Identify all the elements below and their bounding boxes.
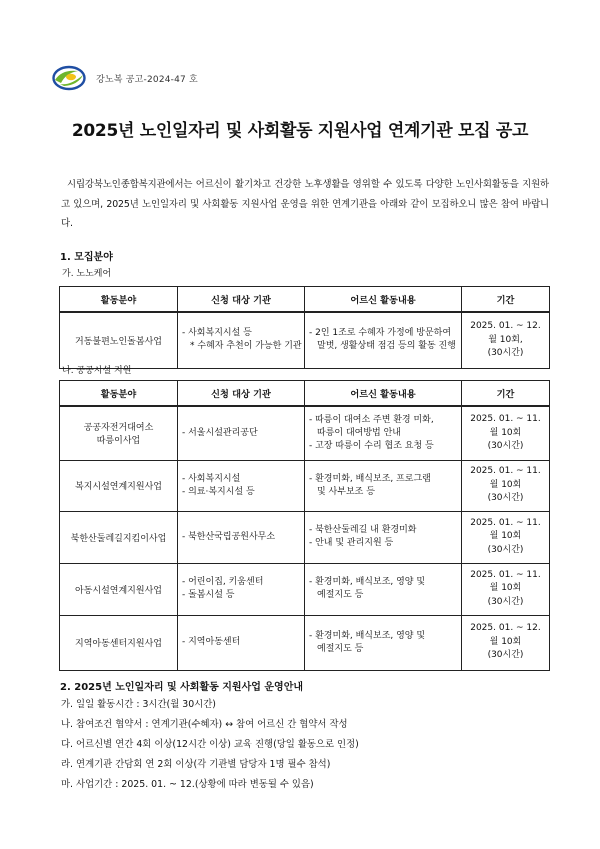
- welfare-center-logo-icon: [52, 65, 86, 91]
- col-header-activity: 활동분야: [60, 381, 178, 407]
- cell-activity: 거동불편노인돌봄사업: [60, 312, 178, 368]
- info-item: 마. 사업기간 : 2025. 01. ~ 12.(상황에 따라 변동될 수 있음): [61, 779, 314, 790]
- section1-heading: 1. 모집분야: [60, 252, 113, 263]
- cell-period: 2025. 01. ~ 11. 월 10회 (30시간): [462, 511, 550, 563]
- table-row: [60, 563, 550, 615]
- cell-activity: 복지시설연계지원사업: [60, 460, 178, 511]
- page-title: 2025년 노인일자리 및 사회활동 지원사업 연계기관 모집 공고: [71, 121, 529, 141]
- info-item: 가. 일일 활동시간 : 3시간(월 30시간): [61, 699, 216, 710]
- table-public-facilities: [59, 380, 550, 671]
- section2-heading: 2. 2025년 노인일자리 및 사회활동 지원사업 운영안내: [60, 682, 304, 693]
- table-nonocare: [59, 286, 550, 369]
- cell-period: 2025. 01. ~ 11. 월 10회 (30시간): [462, 460, 550, 511]
- col-header-institution: 신청 대상 기관: [178, 381, 305, 407]
- intro-paragraph: 시립강북노인종합복지관에서는 어르신이 활기차고 건강한 노후생활을 영위할 수 있도록 다양한 노인사회활동을 지원하고 있으며, 2025년 노인일자리 및 사회활동 지원사업 운영을 위한 연계기관을 아래와 같이 모집하오니 많은 참여 바랍니다.: [61, 179, 549, 229]
- cell-activity: 북한산둘레길지킴이사업: [60, 511, 178, 563]
- table-row: [60, 406, 550, 460]
- cell-activity: 지역아동센터지원사업: [60, 615, 178, 670]
- table-row: [60, 460, 550, 511]
- subsection-b-label: 나. 공공시설 지원: [62, 366, 132, 376]
- document-number: 강노복 공고-2024-47 호: [96, 74, 198, 85]
- col-header-activity: 활동분야: [60, 287, 178, 313]
- document-header: [52, 66, 198, 90]
- cell-period: 2025. 01. ~ 12. 월 10회, (30시간): [462, 312, 550, 368]
- table-row: [60, 615, 550, 670]
- col-header-content: 어르신 활동내용: [305, 381, 462, 407]
- cell-activity: 공공자전거대여소 따릉이사업: [60, 406, 178, 460]
- col-header-period: 기간: [462, 287, 550, 313]
- cell-period: 2025. 01. ~ 12. 월 10회 (30시간): [462, 615, 550, 670]
- cell-content: - 환경미화, 배식보조, 영양 및 예절지도 등: [305, 563, 462, 615]
- cell-content: - 따릉이 대여소 주변 환경 미화, 따릉이 대여방법 안내 - 고장 따릉이 수리 협조 요청 등: [305, 406, 462, 460]
- cell-period: 2025. 01. ~ 11. 월 10회 (30시간): [462, 406, 550, 460]
- table-header-row: [60, 381, 550, 407]
- cell-content: - 북한산둘레길 내 환경미화 - 안내 및 관리지원 등: [305, 511, 462, 563]
- info-item: 다. 어르신별 연간 4회 이상(12시간 이상) 교육 진행(당일 활동으로 인정): [61, 739, 359, 750]
- col-header-institution: 신청 대상 기관: [178, 287, 305, 313]
- table-header-row: [60, 287, 550, 313]
- cell-period: 2025. 01. ~ 11. 월 10회 (30시간): [462, 563, 550, 615]
- col-header-content: 어르신 활동내용: [305, 287, 462, 313]
- cell-activity: 아동시설연계지원사업: [60, 563, 178, 615]
- col-header-period: 기간: [462, 381, 550, 407]
- info-item: 나. 참여조건 협약서 : 연계기관(수혜자) ↔ 참여 어르신 간 협약서 작성: [61, 719, 348, 730]
- cell-institution: - 지역아동센터: [178, 615, 305, 670]
- table-row: [60, 312, 550, 368]
- cell-institution: - 사회복지시설 - 의료·복지시설 등: [178, 460, 305, 511]
- cell-content: - 환경미화, 배식보조, 프로그램 및 사부보조 등: [305, 460, 462, 511]
- cell-institution: - 서울시설관리공단: [178, 406, 305, 460]
- table-row: [60, 511, 550, 563]
- subsection-a-label: 가. 노노케어: [62, 269, 112, 279]
- cell-institution: - 북한산국립공원사무소: [178, 511, 305, 563]
- cell-institution: - 사회복지시설 등 * 수혜자 추천이 가능한 기관: [178, 312, 305, 368]
- info-item: 라. 연계기관 간담회 연 2회 이상(각 기관별 담당자 1명 필수 참석): [61, 759, 331, 770]
- cell-content: - 2인 1조로 수혜자 가정에 방문하여 말벗, 생활상태 점검 등의 활동 진행: [305, 312, 462, 368]
- cell-institution: - 어린이집, 키움센터 - 돌봄시설 등: [178, 563, 305, 615]
- cell-content: - 환경미화, 배식보조, 영양 및 예절지도 등: [305, 615, 462, 670]
